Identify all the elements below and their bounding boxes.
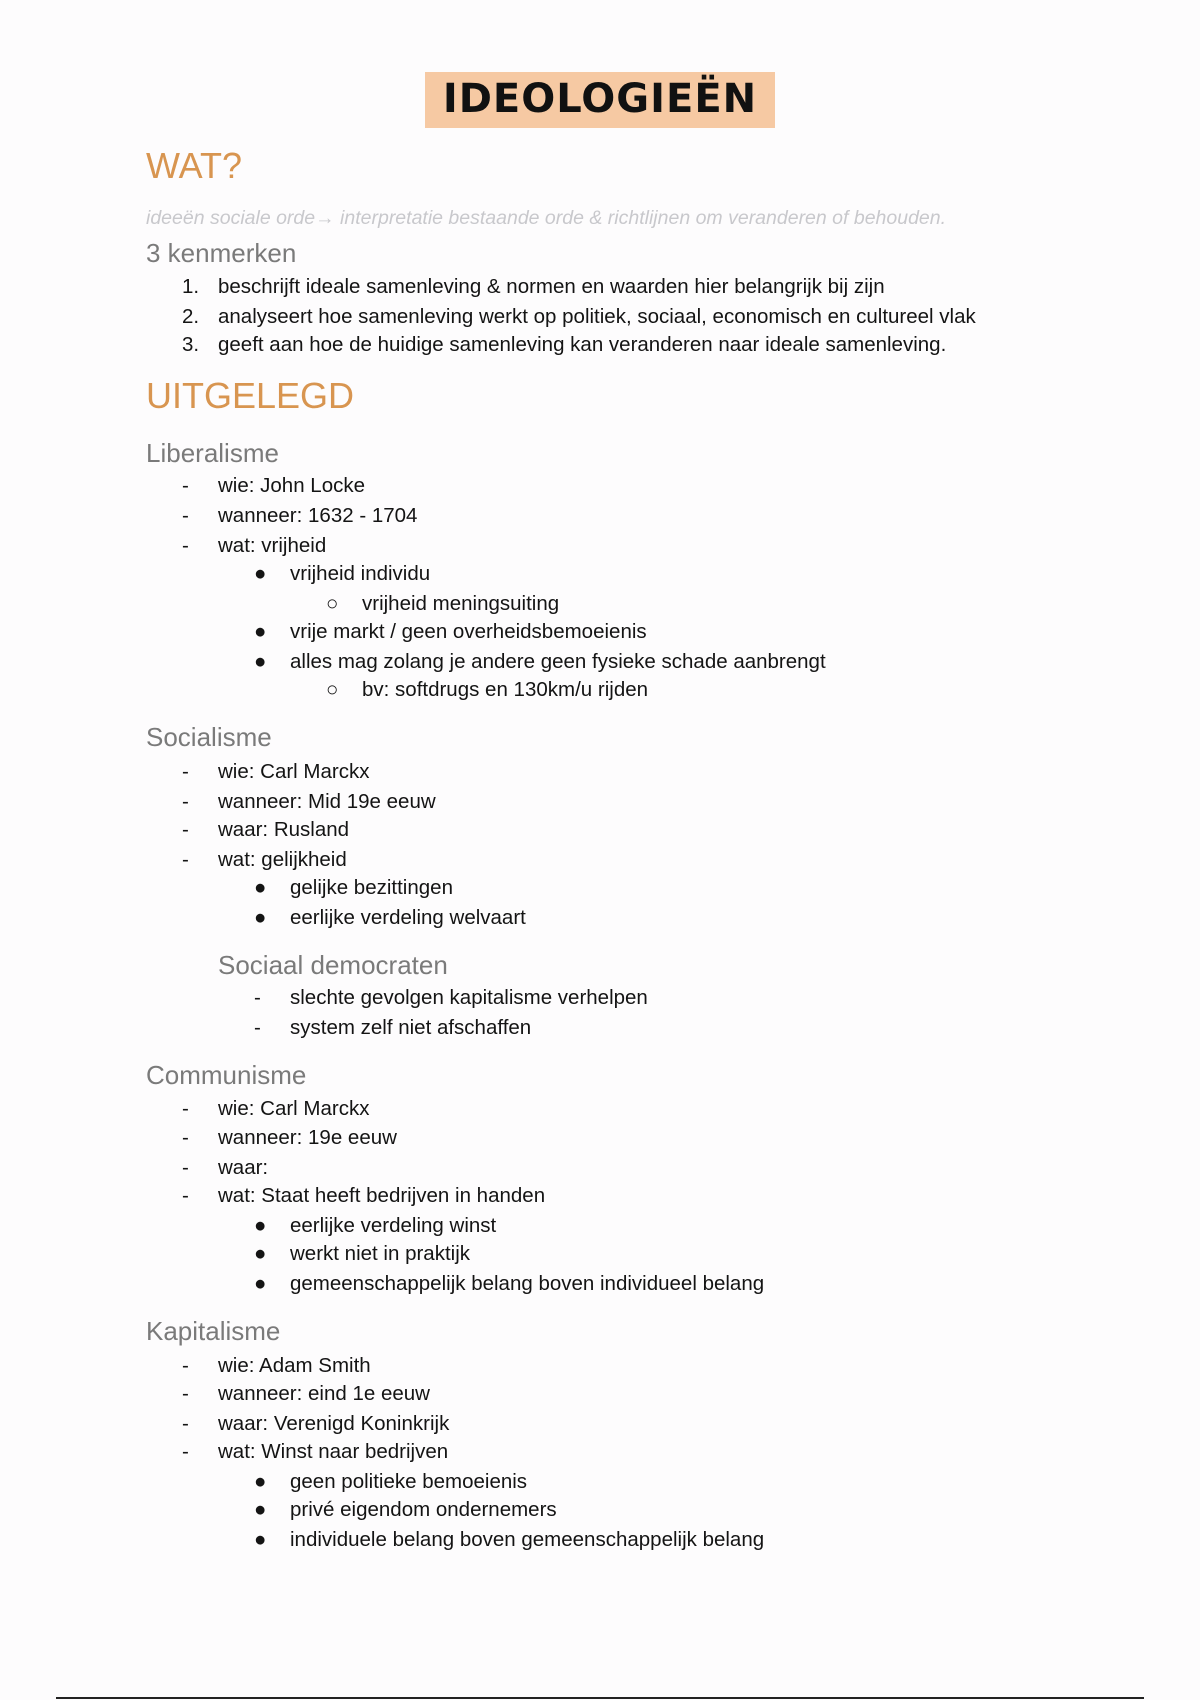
dash-marker: -: [182, 534, 189, 557]
dash-marker: -: [254, 986, 261, 1009]
dash-marker: -: [182, 1156, 189, 1179]
list-item-text: bv: softdrugs en 130km/u rijden: [362, 678, 649, 701]
list-item: [326, 678, 648, 702]
dash-marker: -: [182, 818, 189, 841]
bullet-marker: ●: [254, 1498, 267, 1521]
list-item: [326, 592, 559, 616]
list-item-text: wie: Carl Marckx: [218, 760, 370, 783]
list-item-text: system zelf niet afschaffen: [290, 1016, 532, 1039]
intro-text: ideeën sociale orde→ interpretatie bestaande orde & richtlijnen om veranderen of behouden.: [146, 207, 947, 229]
heading-kenmerken: 3 kenmerken: [146, 238, 297, 268]
dash-marker: -: [182, 1354, 189, 1377]
list-item: [254, 1272, 764, 1296]
list-item: [254, 906, 526, 930]
circle-marker: ○: [326, 678, 339, 701]
list-item: [182, 333, 946, 357]
list-item-text: waar: Verenigd Koninkrijk: [218, 1412, 450, 1435]
page-bottom-divider: [56, 1697, 1144, 1699]
list-item: [254, 986, 648, 1010]
list-item: [182, 1126, 397, 1150]
list-item-text: wat: gelijkheid: [218, 848, 347, 871]
dash-marker: -: [182, 1412, 189, 1435]
list-item-text: privé eigendom ondernemers: [290, 1498, 557, 1521]
heading-socialisme: Socialisme: [146, 722, 272, 752]
list-item: [182, 790, 436, 814]
bullet-marker: ●: [254, 1214, 267, 1237]
list-item-text: wat: Staat heeft bedrijven in handen: [218, 1184, 546, 1207]
list-item: [254, 1016, 531, 1040]
dash-marker: -: [182, 474, 189, 497]
list-item: [254, 1498, 557, 1522]
heading-wat: WAT?: [146, 145, 242, 186]
dash-marker: -: [182, 504, 189, 527]
list-item: [254, 620, 647, 644]
list-item-text: beschrijft ideale samenleving & normen en waarden hier belangrijk bij zijn: [218, 275, 885, 298]
list-item-text: wie: Adam Smith: [218, 1354, 371, 1377]
list-item-text: eerlijke verdeling winst: [290, 1214, 497, 1237]
list-item: [182, 1097, 370, 1121]
list-item: [182, 305, 976, 329]
title-wrap: [0, 72, 1200, 128]
heading-sociaal-democraten: Sociaal democraten: [218, 950, 448, 980]
list-item-text: werkt niet in praktijk: [290, 1242, 471, 1265]
list-item-text: waar:: [218, 1156, 269, 1179]
list-number: 2.: [182, 305, 200, 328]
circle-marker: ○: [326, 592, 339, 615]
list-item: [254, 1214, 496, 1238]
list-item-text: vrijheid meningsuiting: [362, 592, 560, 615]
heading-uitgelegd: UITGELEGD: [146, 375, 355, 416]
bullet-marker: ●: [254, 1242, 267, 1265]
list-item: [182, 760, 370, 784]
list-item-text: wanneer: eind 1e eeuw: [218, 1382, 430, 1405]
list-item-text: analyseert hoe samenleving werkt op politiek, sociaal, economisch en cultureel vlak: [218, 305, 976, 328]
list-item: [182, 1354, 371, 1378]
dash-marker: -: [182, 1184, 189, 1207]
list-item: [182, 818, 349, 842]
bullet-marker: ●: [254, 562, 267, 585]
list-item-text: waar: Rusland: [218, 818, 350, 841]
list-item-text: geen politieke bemoeienis: [290, 1470, 528, 1493]
bullet-marker: ●: [254, 876, 267, 899]
list-item: [182, 1156, 268, 1180]
list-item-text: wanneer: 1632 - 1704: [218, 504, 418, 527]
bullet-marker: ●: [254, 1528, 267, 1551]
list-item: [182, 1412, 449, 1436]
dash-marker: -: [182, 1097, 189, 1120]
heading-communisme: Communisme: [146, 1060, 307, 1090]
list-item-text: wie: John Locke: [218, 474, 366, 497]
list-item: [182, 1184, 545, 1208]
list-item-text: geeft aan hoe de huidige samenleving kan veranderen naar ideale samenleving.: [218, 333, 947, 356]
list-item-text: slechte gevolgen kapitalisme verhelpen: [290, 986, 648, 1009]
list-item: [182, 1440, 448, 1464]
list-item: [254, 650, 826, 674]
list-item-text: gelijke bezittingen: [290, 876, 453, 899]
page-title: IDEOLOGIEËN: [425, 72, 775, 128]
list-item-text: alles mag zolang je andere geen fysieke schade aanbrengt: [290, 650, 826, 673]
list-item-text: gemeenschappelijk belang boven individueel belang: [290, 1272, 765, 1295]
list-item: [182, 848, 347, 872]
list-item: [254, 562, 430, 586]
dash-marker: -: [254, 1016, 261, 1039]
list-item-text: wanneer: Mid 19e eeuw: [218, 790, 436, 813]
list-item-text: eerlijke verdeling welvaart: [290, 906, 526, 929]
heading-liberalisme: Liberalisme: [146, 438, 279, 468]
dash-marker: -: [182, 1440, 189, 1463]
list-number: 3.: [182, 333, 200, 356]
heading-kapitalisme: Kapitalisme: [146, 1316, 281, 1346]
dash-marker: -: [182, 848, 189, 871]
bullet-marker: ●: [254, 906, 267, 929]
list-item: [182, 1382, 430, 1406]
list-item-text: vrijheid individu: [290, 562, 431, 585]
list-item-text: vrije markt / geen overheidsbemoeienis: [290, 620, 647, 643]
list-number: 1.: [182, 275, 200, 298]
list-item: [254, 876, 453, 900]
dash-marker: -: [182, 1126, 189, 1149]
list-item-text: wat: Winst naar bedrijven: [218, 1440, 449, 1463]
list-item: [254, 1242, 470, 1266]
list-item: [182, 474, 365, 498]
dash-marker: -: [182, 790, 189, 813]
dash-marker: -: [182, 760, 189, 783]
list-item-text: wanneer: 19e eeuw: [218, 1126, 397, 1149]
bullet-marker: ●: [254, 620, 267, 643]
list-item-text: wie: Carl Marckx: [218, 1097, 370, 1120]
list-item: [254, 1470, 527, 1494]
bullet-marker: ●: [254, 1470, 267, 1493]
list-item: [254, 1528, 764, 1552]
bullet-marker: ●: [254, 650, 267, 673]
bullet-marker: ●: [254, 1272, 267, 1295]
list-item-text: wat: vrijheid: [218, 534, 327, 557]
list-item-text: individuele belang boven gemeenschappelijk belang: [290, 1528, 765, 1551]
list-item: [182, 534, 326, 558]
list-item: [182, 504, 417, 528]
list-item: [182, 275, 885, 299]
dash-marker: -: [182, 1382, 189, 1405]
